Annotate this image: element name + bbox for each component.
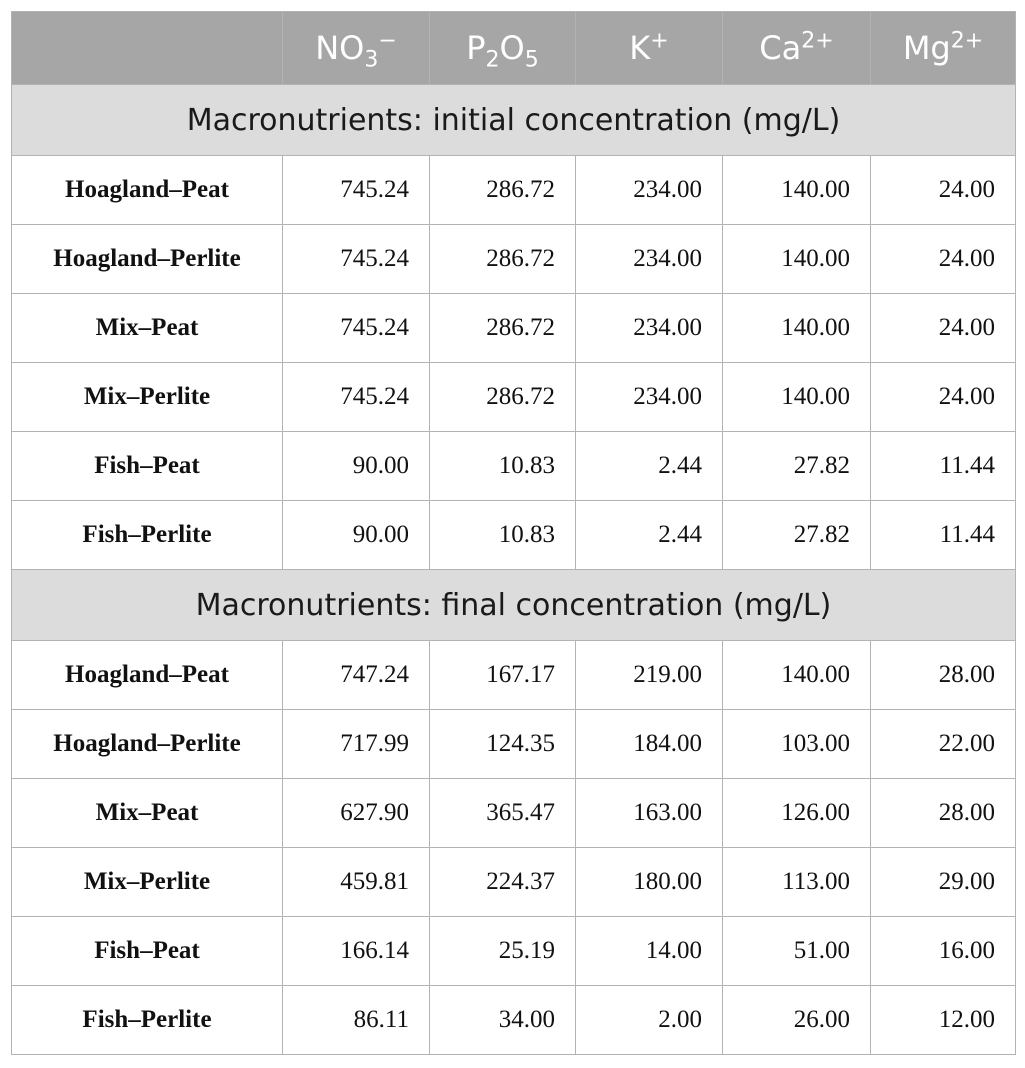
table-row: [12, 779, 1016, 848]
value-cell: 86.11: [283, 986, 430, 1055]
table-row: [12, 363, 1016, 432]
value-cell: 745.24: [283, 294, 430, 363]
value-cell: 14.00: [576, 917, 723, 986]
header-empty-cell: [12, 12, 283, 85]
value-cell: 34.00: [430, 986, 576, 1055]
table-body: [12, 85, 1016, 1055]
value-cell: 180.00: [576, 848, 723, 917]
section-title: Macronutrients: final concentration (mg/L): [12, 570, 1016, 641]
header-row: [12, 12, 1016, 85]
value-cell: 140.00: [723, 363, 871, 432]
header-no3: $NO_3^-$: [283, 12, 430, 85]
value-cell: 27.82: [723, 501, 871, 570]
value-cell: 2.44: [576, 501, 723, 570]
row-label: Hoagland–Perlite: [12, 225, 283, 294]
row-label: Fish–Perlite: [12, 986, 283, 1055]
value-cell: 234.00: [576, 363, 723, 432]
value-cell: 24.00: [871, 294, 1016, 363]
value-cell: 745.24: [283, 363, 430, 432]
row-label: Fish–Peat: [12, 432, 283, 501]
value-cell: 224.37: [430, 848, 576, 917]
value-cell: 124.35: [430, 710, 576, 779]
value-cell: 22.00: [871, 710, 1016, 779]
table-row: [12, 156, 1016, 225]
value-cell: 286.72: [430, 225, 576, 294]
nutrient-table: [11, 11, 1016, 1055]
value-cell: 234.00: [576, 294, 723, 363]
value-cell: 286.72: [430, 294, 576, 363]
value-cell: 113.00: [723, 848, 871, 917]
value-cell: 234.00: [576, 225, 723, 294]
row-label: Fish–Perlite: [12, 501, 283, 570]
value-cell: 11.44: [871, 432, 1016, 501]
value-cell: 126.00: [723, 779, 871, 848]
value-cell: 28.00: [871, 641, 1016, 710]
row-label: Mix–Peat: [12, 294, 283, 363]
value-cell: 745.24: [283, 156, 430, 225]
value-cell: 747.24: [283, 641, 430, 710]
header-ca: $Ca^{2+}$: [723, 12, 871, 85]
value-cell: 745.24: [283, 225, 430, 294]
table-row: [12, 294, 1016, 363]
table-row: [12, 501, 1016, 570]
table-row: [12, 641, 1016, 710]
value-cell: 10.83: [430, 501, 576, 570]
row-label: Hoagland–Peat: [12, 156, 283, 225]
value-cell: 24.00: [871, 363, 1016, 432]
value-cell: 25.19: [430, 917, 576, 986]
value-cell: 219.00: [576, 641, 723, 710]
table-row: [12, 432, 1016, 501]
value-cell: 2.44: [576, 432, 723, 501]
row-label: Hoagland–Peat: [12, 641, 283, 710]
value-cell: 24.00: [871, 156, 1016, 225]
value-cell: 2.00: [576, 986, 723, 1055]
value-cell: 166.14: [283, 917, 430, 986]
header-k: K+: [576, 12, 723, 85]
value-cell: 140.00: [723, 225, 871, 294]
value-cell: 717.99: [283, 710, 430, 779]
value-cell: 286.72: [430, 156, 576, 225]
value-cell: 140.00: [723, 641, 871, 710]
value-cell: 29.00: [871, 848, 1016, 917]
value-cell: 234.00: [576, 156, 723, 225]
section-header-row: [12, 85, 1016, 156]
value-cell: 286.72: [430, 363, 576, 432]
value-cell: 51.00: [723, 917, 871, 986]
value-cell: 11.44: [871, 501, 1016, 570]
value-cell: 184.00: [576, 710, 723, 779]
table-row: [12, 225, 1016, 294]
row-label: Mix–Perlite: [12, 363, 283, 432]
value-cell: 459.81: [283, 848, 430, 917]
value-cell: 10.83: [430, 432, 576, 501]
value-cell: 103.00: [723, 710, 871, 779]
table-row: [12, 917, 1016, 986]
value-cell: 163.00: [576, 779, 723, 848]
row-label: Mix–Peat: [12, 779, 283, 848]
value-cell: 627.90: [283, 779, 430, 848]
row-label: Mix–Perlite: [12, 848, 283, 917]
value-cell: 140.00: [723, 294, 871, 363]
value-cell: 140.00: [723, 156, 871, 225]
value-cell: 28.00: [871, 779, 1016, 848]
section-title: Macronutrients: initial concentration (mg/L): [12, 85, 1016, 156]
value-cell: 167.17: [430, 641, 576, 710]
value-cell: 16.00: [871, 917, 1016, 986]
value-cell: 365.47: [430, 779, 576, 848]
row-label: Hoagland–Perlite: [12, 710, 283, 779]
value-cell: 90.00: [283, 432, 430, 501]
value-cell: 26.00: [723, 986, 871, 1055]
value-cell: 90.00: [283, 501, 430, 570]
header-mg: $Mg^{2+}$: [871, 12, 1016, 85]
row-label: Fish–Peat: [12, 917, 283, 986]
value-cell: 12.00: [871, 986, 1016, 1055]
section-header-row: [12, 570, 1016, 641]
table-row: [12, 848, 1016, 917]
table-row: [12, 986, 1016, 1055]
header-p2o5: $P_2O_5$: [430, 12, 576, 85]
table-row: [12, 710, 1016, 779]
value-cell: 27.82: [723, 432, 871, 501]
value-cell: 24.00: [871, 225, 1016, 294]
